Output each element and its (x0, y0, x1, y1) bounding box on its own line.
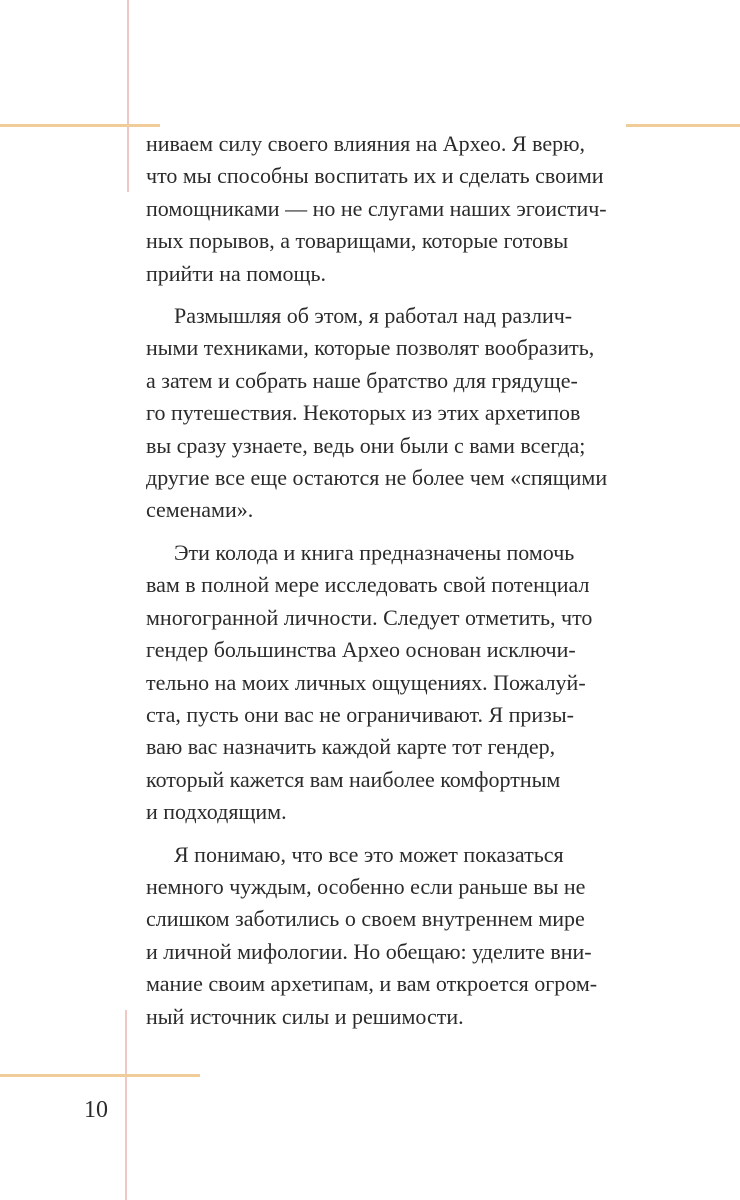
text-line: Размышляя об этом, я работал над различ- (174, 303, 573, 329)
text-line: и личной мифологии. Но обещаю: уделите вни- (146, 938, 592, 964)
text-line: помощниками — но не слугами наших эгоистич- (146, 195, 607, 221)
bottom-left-horizontal-rule (0, 1074, 200, 1077)
text-line: гендер большинства Архео основан исключи- (146, 637, 576, 663)
paragraph-gap (146, 527, 626, 537)
text-line: вы сразу узнаете, ведь они были с вами всегда; (146, 432, 586, 458)
bottom-left-vertical-rule (125, 1010, 127, 1200)
paragraph-4 (146, 839, 626, 1033)
text-line: и подходящим. (146, 799, 287, 825)
top-left-vertical-rule (127, 0, 129, 192)
text-line: Эти колода и книга предназначены помочь (174, 539, 575, 565)
paragraph-gap (146, 290, 626, 300)
text-line: который кажется вам наиболее комфортным (146, 766, 561, 792)
paragraph-1 (146, 128, 626, 290)
top-right-horizontal-rule (626, 124, 740, 127)
text-line: немного чуждым, особенно если раньше вы не (146, 873, 586, 899)
text-line: го путешествия. Некоторых из этих архетипов (146, 400, 581, 426)
text-line: другие все еще остаются не более чем «спящими (146, 465, 608, 491)
text-line: ных порывов, а товарищами, которые готовы (146, 228, 569, 254)
paragraph-gap (146, 829, 626, 839)
text-line: что мы способны воспитать их и сделать своими (146, 163, 604, 189)
text-line: а затем и собрать наше братство для грядуще- (146, 367, 578, 393)
text-line: ста, пусть они вас не ограничивают. Я призы- (146, 701, 574, 727)
text-line: ными техниками, которые позволят вообразить, (146, 335, 595, 361)
text-line: ниваем силу своего влияния на Архео. Я верю, (146, 131, 586, 156)
text-line: многогранной личности. Следует отметить, что (146, 604, 593, 630)
top-left-horizontal-rule (0, 124, 160, 127)
text-line: прийти на помощь. (146, 260, 326, 286)
text-line: ный источник силы и решимости. (146, 1003, 464, 1029)
text-line: семенами». (146, 497, 254, 523)
paragraph-2 (146, 300, 626, 527)
text-line: вам в полной мере исследовать свой потенциал (146, 572, 590, 598)
page-number: 10 (84, 1097, 108, 1123)
text-line: мание своим архетипам, и вам откроется огром- (146, 971, 598, 997)
paragraph-3 (146, 537, 626, 829)
body-text (146, 128, 626, 1033)
text-line: слишком заботились о своем внутреннем мире (146, 906, 585, 932)
text-line: Я понимаю, что все это может показаться (174, 841, 564, 867)
text-line: ваю вас назначить каждой карте тот гендер, (146, 734, 556, 760)
text-line: тельно на моих личных ощущениях. Пожалуй- (146, 669, 586, 695)
